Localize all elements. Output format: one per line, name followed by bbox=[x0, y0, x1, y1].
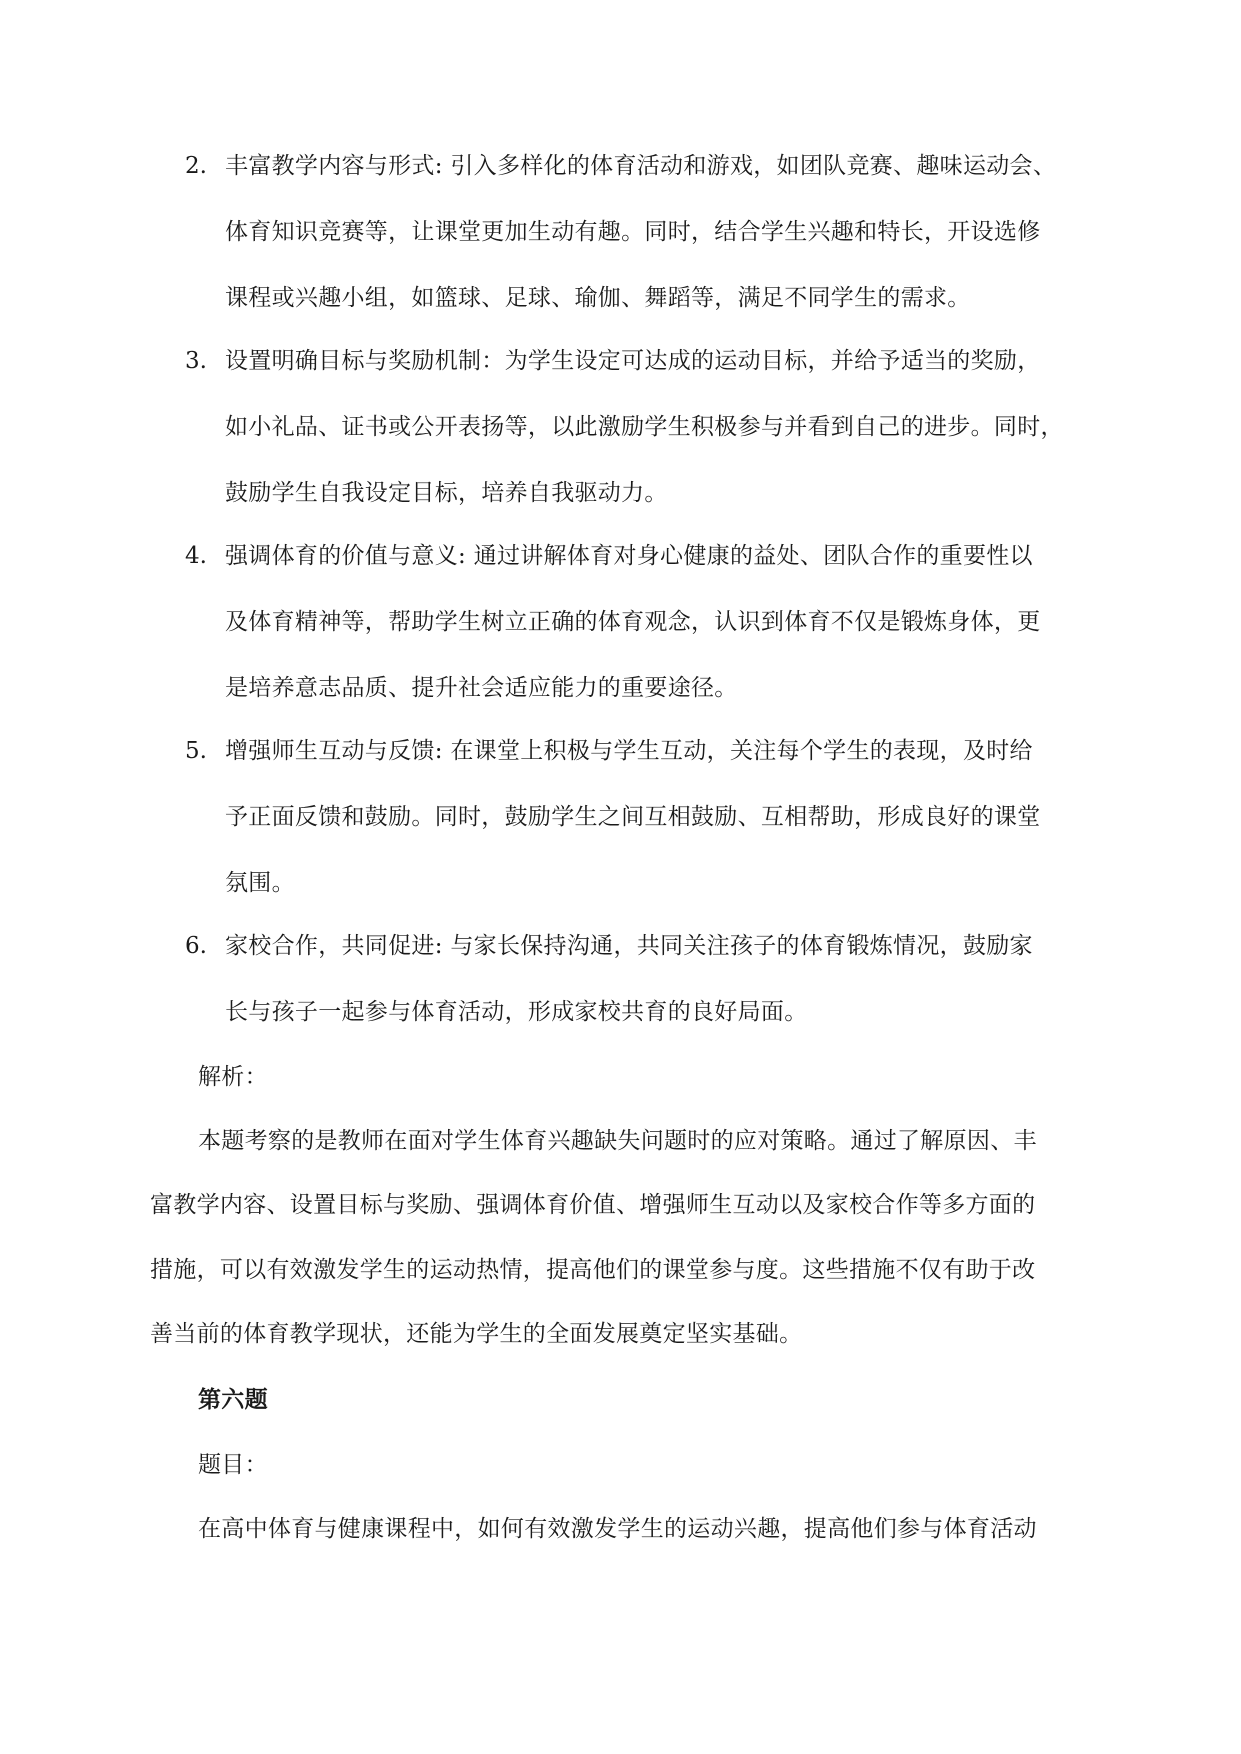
list-item-line: 予正面反馈和鼓励。同时，鼓励学生之间互相鼓励、互相帮助，形成良好的课堂 bbox=[225, 804, 1041, 830]
list-item-line: 鼓励学生自我设定目标，培养自我驱动力。 bbox=[225, 480, 668, 506]
list-item-number: 3. bbox=[185, 348, 207, 374]
analysis-line: 富教学内容、设置目标与奖励、强调体育价值、增强师生互动以及家校合作等多方面的 bbox=[150, 1192, 1036, 1218]
list-item-number: 5. bbox=[185, 738, 207, 764]
analysis-label: 解析： bbox=[198, 1064, 268, 1090]
list-item-number: 2. bbox=[185, 153, 207, 179]
list-item-line: 体育知识竞赛等，让课堂更加生动有趣。同时，结合学生兴趣和特长，开设选修 bbox=[225, 219, 1041, 245]
list-item-line: 家校合作，共同促进: 与家长保持沟通，共同关注孩子的体育锻炼情况，鼓励家 bbox=[225, 933, 1033, 959]
question-text: 在高中体育与健康课程中，如何有效激发学生的运动兴趣，提高他们参与体育活动 bbox=[198, 1516, 1037, 1542]
question-label: 题目： bbox=[198, 1452, 268, 1478]
list-item-number: 4. bbox=[185, 543, 207, 569]
list-item-line: 氛围。 bbox=[225, 870, 295, 896]
list-item-line: 是培养意志品质、提升社会适应能力的重要途径。 bbox=[225, 675, 738, 701]
list-item-number: 6. bbox=[185, 933, 207, 959]
list-item-line: 课程或兴趣小组，如篮球、足球、瑜伽、舞蹈等，满足不同学生的需求。 bbox=[225, 285, 971, 311]
list-item-line: 设置明确目标与奖励机制：为学生设定可达成的运动目标，并给予适当的奖励， bbox=[225, 348, 1041, 374]
list-item-line: 如小礼品、证书或公开表扬等，以此激励学生积极参与并看到自己的进步。同时， bbox=[225, 414, 1064, 440]
list-item-line: 长与孩子一起参与体育活动，形成家校共育的良好局面。 bbox=[225, 999, 808, 1025]
list-item-line: 强调体育的价值与意义: 通过讲解体育对身心健康的益处、团队合作的重要性以 bbox=[225, 543, 1033, 569]
list-item-line: 增强师生互动与反馈: 在课堂上积极与学生互动，关注每个学生的表现，及时给 bbox=[225, 738, 1033, 764]
list-item-line: 丰富教学内容与形式: 引入多样化的体育活动和游戏，如团队竞赛、趣味运动会、 bbox=[225, 153, 1057, 179]
analysis-line: 本题考察的是教师在面对学生体育兴趣缺失问题时的应对策略。通过了解原因、丰 bbox=[198, 1128, 1037, 1154]
list-item-line: 及体育精神等，帮助学生树立正确的体育观念，认识到体育不仅是锻炼身体，更 bbox=[225, 609, 1041, 635]
analysis-line: 善当前的体育教学现状，还能为学生的全面发展奠定坚实基础。 bbox=[150, 1321, 803, 1347]
analysis-line: 措施，可以有效激发学生的运动热情，提高他们的课堂参与度。这些措施不仅有助于改 bbox=[150, 1257, 1036, 1283]
section-heading: 第六题 bbox=[198, 1386, 268, 1413]
